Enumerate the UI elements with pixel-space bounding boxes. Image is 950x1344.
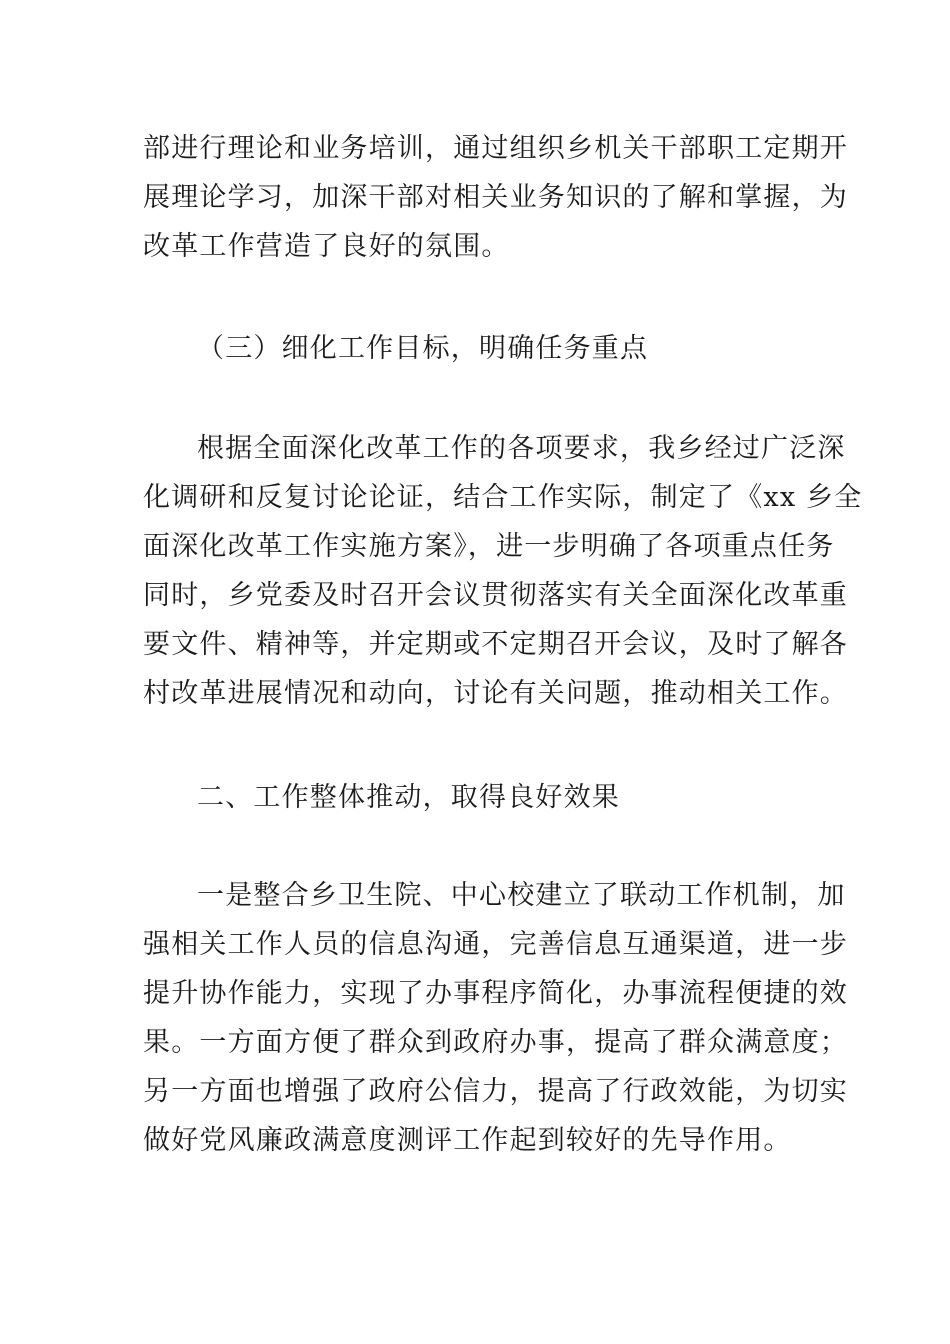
paragraph-line: 另一方面也增强了政府公信力，提高了行政效能，为切实 [143,1076,848,1107]
paragraph-line: 展理论学习，加深干部对相关业务知识的了解和掌握，为 [143,182,848,213]
paragraph-line: 化调研和反复讨论论证，结合工作实际，制定了《xx 乡全 [143,482,863,513]
paragraph-line: 果。一方面方便了群众到政府办事，提高了群众满意度； [143,1027,848,1058]
paragraph-line: 一是整合乡卫生院、中心校建立了联动工作机制，加 [197,880,846,911]
section-heading: 二、工作整体推动，取得良好效果 [197,782,620,813]
paragraph-line: 改革工作营造了良好的氛围。 [143,231,510,262]
paragraph-line: 部进行理论和业务培训，通过组织乡机关干部职工定期开 [143,133,848,164]
paragraph-line: 根据全面深化改革工作的各项要求，我乡经过广泛深 [197,433,846,464]
section-heading: （三）细化工作目标，明确任务重点 [197,333,649,364]
paragraph-line: 提升协作能力，实现了办事程序简化，办事流程便捷的效 [143,978,848,1009]
paragraph-line: 做好党风廉政满意度测评工作起到较好的先导作用。 [143,1125,792,1156]
paragraph-line: 同时，乡党委及时召开会议贯彻落实有关全面深化改革重 [143,580,848,611]
paragraph-line: 面深化改革工作实施方案》，进一步明确了各项重点任务 [143,531,835,562]
paragraph-line: 强相关工作人员的信息沟通，完善信息互通渠道，进一步 [143,929,848,960]
paragraph-line: 要文件、精神等，并定期或不定期召开会议，及时了解各 [143,629,848,660]
paragraph-line: 村改革进展情况和动向，讨论有关问题，推动相关工作。 [143,678,848,709]
